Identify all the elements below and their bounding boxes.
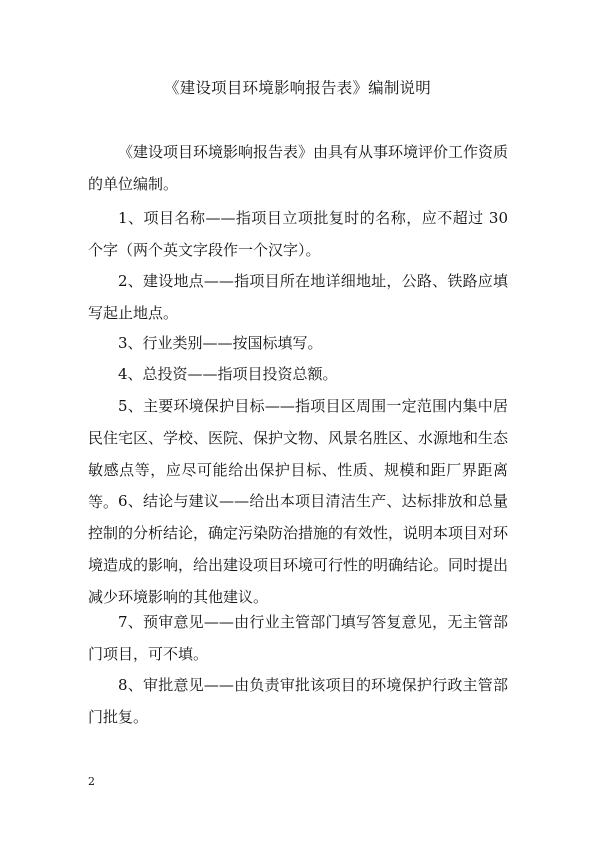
paragraph-item-1: 1、项目名称——指项目立项批复时的名称，应不超过 30 个字（两个英文字段作一个汉字）。 <box>88 209 508 259</box>
paragraph-intro: 《建设项目环境影响报告表》由具有从事环境评价工作资质的单位编制。 <box>88 143 509 193</box>
paragraph-item-7: 7、预审意见——由行业主管部门填写答复意见，无主管部门项目，可不填。 <box>88 613 508 663</box>
paragraph-item-6: 6、结论与建议——给出本项目清洁生产、达标排放和总量控制的分析结论，确定污染防治措施的有效性，说明本项目对环境造成的影响，给出建设项目环境可行性的明确结论。同时提出减少环境影响的其他建议。 <box>88 492 509 606</box>
paragraph-item-2: 2、建设地点——指项目所在地详细地址，公路、铁路应填写起止地点。 <box>88 272 508 322</box>
paragraph-item-8: 8、审批意见——由负责审批该项目的环境保护行政主管部门批复。 <box>88 676 508 726</box>
page-title: 《建设项目环境影响报告表》编制说明 <box>164 79 431 97</box>
paragraph-item-4: 4、总投资——指项目投资总额。 <box>118 365 338 383</box>
paragraph-item-3: 3、行业类别——按国标填写。 <box>118 334 323 352</box>
paragraph-item-5: 5、主要环境保护目标——指项目区周围一定范围内集中居民住宅区、学校、医院、保护文物、风景名胜区、水源地和生态敏感点等，应尽可能给出保护目标、性质、规模和距厂界距离等。 <box>88 397 509 511</box>
page-number: 2 <box>88 775 95 788</box>
